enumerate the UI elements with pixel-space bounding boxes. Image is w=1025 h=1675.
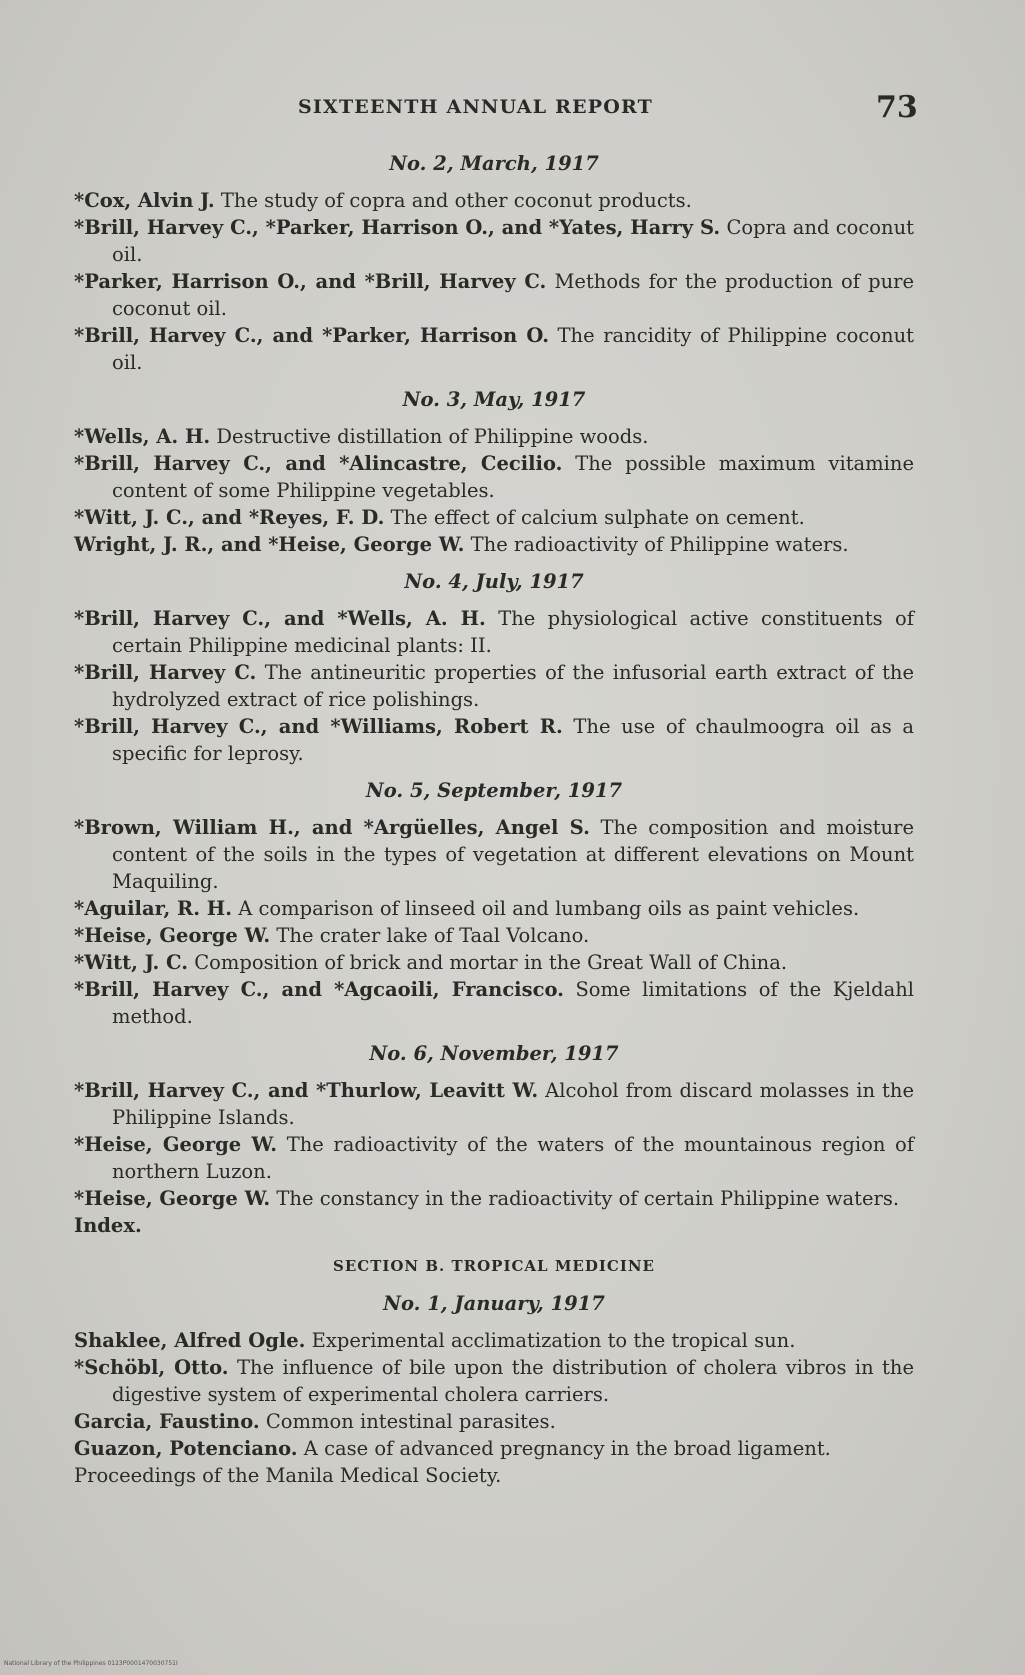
- entry-title: The antineuritic properties of the infusorial earth extract of the hydrolyzed extract of rice polishings.: [112, 661, 915, 711]
- entry-author: *Brill, Harvey C.: [74, 661, 257, 684]
- issue-heading: No. 6, November, 1917: [369, 1042, 619, 1065]
- bibliography-entry: [74, 659, 914, 713]
- entry-author: *Heise, George W.: [74, 1133, 278, 1156]
- entry-author: Garcia, Faustino.: [74, 1410, 260, 1433]
- running-head: [0, 90, 1025, 136]
- index-label: Index.: [74, 1214, 142, 1237]
- issue-heading: No. 1, January, 1917: [383, 1292, 605, 1315]
- bibliography-entry: [74, 1131, 914, 1185]
- bibliography-entry: [74, 922, 914, 949]
- entry-title: Alcohol from discard molasses in the Philippine Islands.: [112, 1079, 914, 1129]
- bibliography-entry: [74, 268, 914, 322]
- entry-title: The use of chaulmoogra oil as a specific for leprosy.: [112, 715, 915, 765]
- entry-author: *Aguilar, R. H.: [74, 897, 233, 920]
- entry-title: Composition of brick and mortar in the Great Wall of China.: [194, 951, 788, 974]
- entry-title: Experimental acclimatization to the tropical sun.: [311, 1329, 796, 1352]
- page-number: 73: [876, 90, 918, 125]
- issue-heading: No. 2, March, 1917: [389, 152, 599, 175]
- bibliography-entry: [74, 322, 914, 376]
- entry-author: Shaklee, Alfred Ogle.: [74, 1329, 306, 1352]
- bibliography-entry: [74, 1435, 914, 1462]
- body-text: [74, 150, 914, 1489]
- bibliography-entry: [74, 450, 914, 504]
- entry-title: The physiological active constituents of certain Philippine medicinal plants: II.: [112, 607, 914, 657]
- proceedings-line: Proceedings of the Manila Medical Society.: [74, 1464, 502, 1487]
- section-heading: SECTION B. TROPICAL MEDICINE: [332, 1257, 655, 1275]
- entry-author: *Heise, George W.: [74, 1187, 271, 1210]
- bibliography-entry: [74, 423, 914, 450]
- issue-heading: No. 3, May, 1917: [402, 388, 586, 411]
- bibliography-entry: [74, 895, 914, 922]
- bibliography-entry: [74, 976, 914, 1030]
- entry-title: The crater lake of Taal Volcano.: [276, 924, 590, 947]
- running-title: SIXTEENTH ANNUAL REPORT: [298, 96, 654, 118]
- bibliography-entry: [74, 1354, 914, 1408]
- entry-title: The radioactivity of Philippine waters.: [470, 533, 849, 556]
- entry-author: *Parker, Harrison O., and *Brill, Harvey C.: [74, 270, 547, 293]
- entry-title: The possible maximum vitamine content of some Philippine vegetables.: [112, 452, 914, 502]
- entry-title: A comparison of linseed oil and lumbang oils as paint vehicles.: [238, 897, 860, 920]
- entry-author: Guazon, Potenciano.: [74, 1437, 298, 1460]
- entry-author: *Heise, George W.: [74, 924, 271, 947]
- entry-author: *Brown, William H., and *Argüelles, Angel S.: [74, 816, 590, 839]
- entry-author: Wright, J. R., and *Heise, George W.: [74, 533, 465, 556]
- issue-heading: No. 5, September, 1917: [365, 779, 623, 802]
- bibliography-entry: [74, 949, 914, 976]
- entry-author: *Brill, Harvey C., and *Williams, Robert R.: [74, 715, 563, 738]
- entry-author: *Brill, Harvey C., and *Wells, A. H.: [74, 607, 486, 630]
- entry-title: Destructive distillation of Philippine woods.: [216, 425, 649, 448]
- bibliography-entry: [74, 1185, 914, 1212]
- entry-title: The composition and moisture content of the soils in the types of vegetation at different elevations on Mount Maquiling.: [112, 816, 915, 893]
- bibliography-entry: [74, 605, 914, 659]
- entry-author: *Witt, J. C., and *Reyes, F. D.: [74, 506, 385, 529]
- entry-title: The effect of calcium sulphate on cement.: [390, 506, 805, 529]
- bibliography-entry: [74, 814, 914, 895]
- entry-title: The radioactivity of the waters of the mountainous region of northern Luzon.: [112, 1133, 915, 1183]
- entry-author: *Brill, Harvey C., and *Parker, Harrison O.: [74, 324, 549, 347]
- bibliography-entry: [74, 1327, 914, 1354]
- bibliography-entry: [74, 504, 914, 531]
- entry-author: *Cox, Alvin J.: [74, 189, 215, 212]
- entry-author: *Schöbl, Otto.: [74, 1356, 229, 1379]
- entry-author: *Brill, Harvey C., *Parker, Harrison O., and *Yates, Harry S.: [74, 216, 721, 239]
- entry-title: A case of advanced pregnancy in the broad ligament.: [303, 1437, 831, 1460]
- entry-author: *Wells, A. H.: [74, 425, 211, 448]
- bibliography-entry: [74, 1077, 914, 1131]
- entry-title: The influence of bile upon the distribution of cholera vibros in the digestive system of experimental cholera carriers.: [112, 1356, 914, 1406]
- bibliography-entry: [74, 187, 914, 214]
- entry-author: *Brill, Harvey C., and *Thurlow, Leavitt W.: [74, 1079, 539, 1102]
- entry-title: Copra and coconut oil.: [112, 216, 914, 266]
- entry-author: *Brill, Harvey C., and *Alincastre, Cecilio.: [74, 452, 563, 475]
- bibliography-entry: [74, 531, 914, 558]
- entry-title: The rancidity of Philippine coconut oil.: [112, 324, 914, 374]
- bibliography-entry: [74, 713, 914, 767]
- bibliography-entry: [74, 214, 914, 268]
- scan-credit: National Library of the Philippines 0123P0001470030751I: [4, 1660, 178, 1667]
- entry-title: Methods for the production of pure coconut oil.: [112, 270, 915, 320]
- entry-title: Some limitations of the Kjeldahl method.: [112, 978, 914, 1028]
- bibliography-entry: [74, 1408, 914, 1435]
- entry-title: The study of copra and other coconut products.: [220, 189, 692, 212]
- entry-title: The constancy in the radioactivity of certain Philippine waters.: [276, 1187, 900, 1210]
- issue-heading: No. 4, July, 1917: [404, 570, 584, 593]
- entry-author: *Brill, Harvey C., and *Agcaoili, Francisco.: [74, 978, 564, 1001]
- entry-title: Common intestinal parasites.: [265, 1410, 556, 1433]
- entry-author: *Witt, J. C.: [74, 951, 189, 974]
